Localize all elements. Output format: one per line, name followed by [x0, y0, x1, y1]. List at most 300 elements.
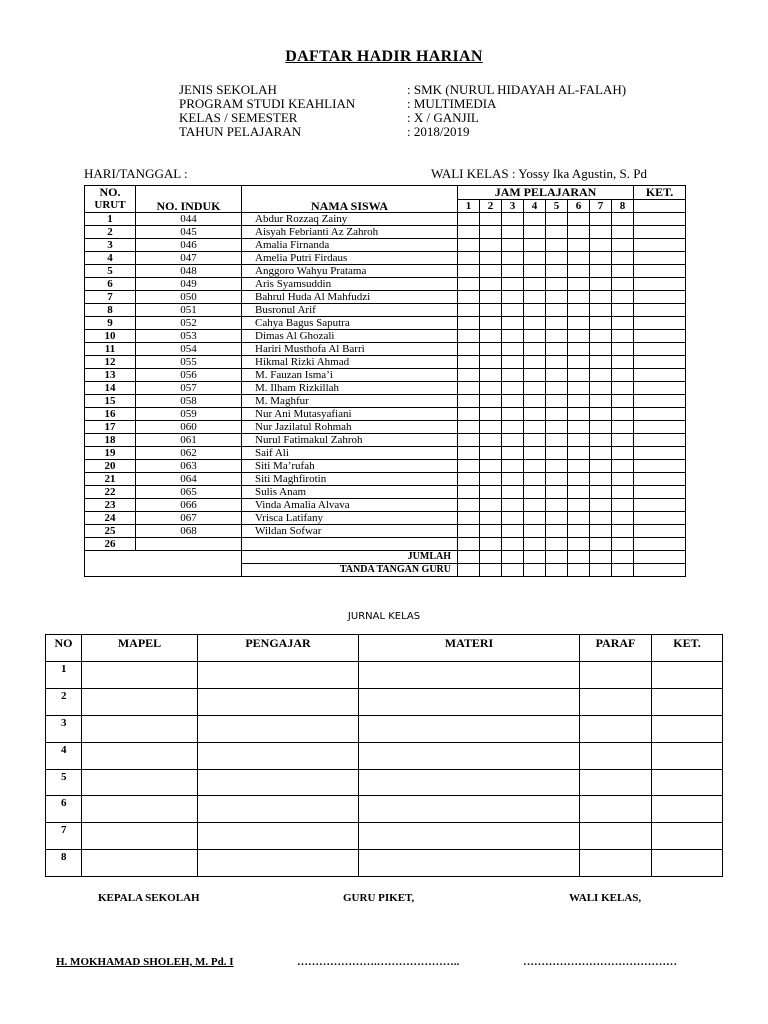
ket-cell[interactable] — [634, 252, 686, 265]
jurnal-cell[interactable] — [198, 823, 359, 850]
jurnal-cell[interactable] — [652, 688, 723, 715]
ket-cell[interactable] — [634, 408, 686, 421]
attendance-cell[interactable] — [458, 447, 480, 460]
attendance-cell[interactable] — [524, 330, 546, 343]
attendance-cell[interactable] — [502, 226, 524, 239]
attendance-cell[interactable] — [546, 473, 568, 486]
attendance-cell[interactable] — [502, 278, 524, 291]
attendance-cell[interactable] — [480, 408, 502, 421]
attendance-cell[interactable] — [568, 213, 590, 226]
ket-cell[interactable] — [634, 512, 686, 525]
attendance-cell[interactable] — [480, 317, 502, 330]
attendance-cell[interactable] — [612, 421, 634, 434]
attendance-cell[interactable] — [458, 395, 480, 408]
attendance-cell[interactable] — [590, 486, 612, 499]
attendance-cell[interactable] — [524, 512, 546, 525]
jurnal-cell[interactable] — [359, 715, 580, 742]
attendance-cell[interactable] — [502, 538, 524, 551]
attendance-cell[interactable] — [480, 486, 502, 499]
jurnal-cell[interactable] — [652, 850, 723, 877]
attendance-cell[interactable] — [458, 239, 480, 252]
attendance-cell[interactable] — [612, 499, 634, 512]
attendance-cell[interactable] — [480, 499, 502, 512]
attendance-cell[interactable] — [590, 226, 612, 239]
attendance-cell[interactable] — [568, 382, 590, 395]
summary-cell[interactable] — [612, 551, 634, 564]
attendance-cell[interactable] — [524, 304, 546, 317]
attendance-cell[interactable] — [568, 421, 590, 434]
attendance-cell[interactable] — [502, 369, 524, 382]
attendance-cell[interactable] — [612, 434, 634, 447]
jurnal-cell[interactable] — [82, 769, 198, 796]
attendance-cell[interactable] — [546, 447, 568, 460]
attendance-cell[interactable] — [546, 538, 568, 551]
ket-cell[interactable] — [634, 330, 686, 343]
attendance-cell[interactable] — [502, 434, 524, 447]
attendance-cell[interactable] — [612, 395, 634, 408]
attendance-cell[interactable] — [546, 434, 568, 447]
attendance-cell[interactable] — [480, 226, 502, 239]
attendance-cell[interactable] — [480, 369, 502, 382]
jurnal-cell[interactable] — [652, 823, 723, 850]
jurnal-header-pengajar: PENGAJAR — [198, 635, 359, 662]
attendance-cell[interactable] — [480, 343, 502, 356]
ket-cell[interactable] — [634, 265, 686, 278]
attendance-cell[interactable] — [568, 525, 590, 538]
ket-cell[interactable] — [634, 317, 686, 330]
jurnal-cell[interactable] — [359, 796, 580, 823]
attendance-cell[interactable] — [524, 473, 546, 486]
jurnal-cell[interactable] — [580, 850, 652, 877]
jumlah-row — [85, 551, 686, 564]
ket-cell[interactable] — [634, 291, 686, 304]
summary-cell[interactable] — [612, 564, 634, 577]
attendance-cell[interactable] — [502, 382, 524, 395]
attendance-cell[interactable] — [480, 512, 502, 525]
attendance-cell[interactable] — [568, 356, 590, 369]
jurnal-cell[interactable] — [652, 715, 723, 742]
attendance-cell[interactable] — [568, 369, 590, 382]
attendance-cell[interactable] — [590, 356, 612, 369]
attendance-cell[interactable] — [458, 512, 480, 525]
attendance-cell[interactable] — [568, 304, 590, 317]
attendance-cell[interactable] — [524, 317, 546, 330]
attendance-cell[interactable] — [480, 304, 502, 317]
attendance-cell[interactable] — [590, 421, 612, 434]
attendance-cell[interactable] — [590, 213, 612, 226]
attendance-cell[interactable] — [458, 317, 480, 330]
ket-cell[interactable] — [634, 278, 686, 291]
ket-cell[interactable] — [634, 382, 686, 395]
jurnal-cell[interactable] — [198, 796, 359, 823]
attendance-cell[interactable] — [546, 265, 568, 278]
attendance-cell[interactable] — [524, 343, 546, 356]
attendance-cell[interactable] — [524, 421, 546, 434]
attendance-cell[interactable] — [568, 317, 590, 330]
ket-cell[interactable] — [634, 343, 686, 356]
attendance-cell[interactable] — [546, 239, 568, 252]
attendance-cell[interactable] — [612, 226, 634, 239]
attendance-cell[interactable] — [590, 434, 612, 447]
attendance-cell[interactable] — [502, 499, 524, 512]
jurnal-cell[interactable] — [580, 688, 652, 715]
attendance-cell[interactable] — [612, 291, 634, 304]
ket-cell[interactable] — [634, 525, 686, 538]
attendance-cell[interactable] — [546, 213, 568, 226]
ket-cell[interactable] — [634, 395, 686, 408]
attendance-cell[interactable] — [458, 382, 480, 395]
attendance-cell[interactable] — [590, 512, 612, 525]
ket-cell[interactable] — [634, 421, 686, 434]
attendance-cell[interactable] — [546, 356, 568, 369]
attendance-cell[interactable] — [568, 408, 590, 421]
attendance-cell[interactable] — [524, 356, 546, 369]
jurnal-cell[interactable] — [198, 662, 359, 689]
attendance-cell[interactable] — [590, 304, 612, 317]
jurnal-cell[interactable] — [580, 769, 652, 796]
jurnal-cell[interactable] — [359, 850, 580, 877]
attendance-cell[interactable] — [502, 408, 524, 421]
attendance-cell[interactable] — [502, 525, 524, 538]
attendance-cell[interactable] — [524, 382, 546, 395]
ket-cell[interactable] — [634, 434, 686, 447]
attendance-cell[interactable] — [458, 330, 480, 343]
attendance-cell[interactable] — [612, 408, 634, 421]
attendance-cell[interactable] — [502, 291, 524, 304]
attendance-cell[interactable] — [568, 226, 590, 239]
attendance-cell[interactable] — [612, 382, 634, 395]
attendance-cell[interactable] — [524, 408, 546, 421]
jurnal-cell[interactable] — [82, 688, 198, 715]
ket-cell[interactable] — [634, 239, 686, 252]
summary-cell[interactable] — [502, 551, 524, 564]
attendance-cell[interactable] — [612, 330, 634, 343]
attendance-cell[interactable] — [524, 291, 546, 304]
attendance-cell[interactable] — [524, 265, 546, 278]
table-row — [85, 213, 686, 226]
jurnal-cell[interactable] — [652, 769, 723, 796]
jurnal-cell[interactable] — [198, 742, 359, 769]
attendance-cell[interactable] — [458, 369, 480, 382]
attendance-cell[interactable] — [568, 265, 590, 278]
summary-cell[interactable] — [524, 551, 546, 564]
attendance-cell[interactable] — [568, 434, 590, 447]
attendance-cell[interactable] — [612, 473, 634, 486]
attendance-cell[interactable] — [458, 473, 480, 486]
header-jam-5: 5 — [546, 199, 568, 213]
attendance-cell[interactable] — [458, 265, 480, 278]
attendance-cell[interactable] — [502, 265, 524, 278]
attendance-cell[interactable] — [590, 447, 612, 460]
attendance-cell[interactable] — [524, 486, 546, 499]
attendance-cell[interactable] — [546, 525, 568, 538]
summary-cell[interactable] — [568, 564, 590, 577]
ket-cell[interactable] — [634, 226, 686, 239]
attendance-cell[interactable] — [480, 447, 502, 460]
jurnal-cell[interactable] — [580, 715, 652, 742]
attendance-cell[interactable] — [524, 434, 546, 447]
attendance-cell[interactable] — [502, 343, 524, 356]
attendance-cell[interactable] — [612, 278, 634, 291]
attendance-cell[interactable] — [590, 291, 612, 304]
attendance-cell[interactable] — [480, 434, 502, 447]
attendance-cell[interactable] — [524, 460, 546, 473]
attendance-cell[interactable] — [546, 304, 568, 317]
summary-cell[interactable] — [568, 551, 590, 564]
attendance-cell[interactable] — [524, 226, 546, 239]
jurnal-cell[interactable] — [652, 662, 723, 689]
jurnal-cell[interactable] — [359, 769, 580, 796]
attendance-cell[interactable] — [524, 499, 546, 512]
summary-cell[interactable] — [546, 564, 568, 577]
attendance-cell[interactable] — [502, 512, 524, 525]
attendance-cell[interactable] — [480, 460, 502, 473]
jurnal-cell[interactable] — [198, 769, 359, 796]
attendance-cell[interactable] — [546, 291, 568, 304]
attendance-cell[interactable] — [546, 343, 568, 356]
summary-cell[interactable] — [480, 564, 502, 577]
attendance-cell[interactable] — [612, 356, 634, 369]
attendance-cell[interactable] — [502, 304, 524, 317]
attendance-cell[interactable] — [458, 291, 480, 304]
attendance-cell[interactable] — [590, 252, 612, 265]
jurnal-row-no: 6 — [46, 796, 82, 823]
attendance-cell[interactable] — [612, 317, 634, 330]
ket-cell[interactable] — [634, 499, 686, 512]
row-nama: Aisyah Febrianti Az Zahroh — [242, 226, 458, 239]
jurnal-cell[interactable] — [82, 796, 198, 823]
attendance-cell[interactable] — [524, 525, 546, 538]
summary-cell[interactable] — [590, 564, 612, 577]
attendance-cell[interactable] — [502, 356, 524, 369]
attendance-cell[interactable] — [612, 486, 634, 499]
attendance-cell[interactable] — [568, 447, 590, 460]
attendance-cell[interactable] — [568, 512, 590, 525]
ket-cell[interactable] — [634, 356, 686, 369]
attendance-cell[interactable] — [458, 460, 480, 473]
attendance-cell[interactable] — [480, 239, 502, 252]
attendance-cell[interactable] — [458, 434, 480, 447]
attendance-cell[interactable] — [546, 369, 568, 382]
jurnal-cell[interactable] — [82, 850, 198, 877]
attendance-cell[interactable] — [546, 395, 568, 408]
attendance-cell[interactable] — [590, 525, 612, 538]
jurnal-cell[interactable] — [359, 662, 580, 689]
attendance-cell[interactable] — [458, 356, 480, 369]
attendance-cell[interactable] — [458, 252, 480, 265]
attendance-cell[interactable] — [458, 499, 480, 512]
ket-cell[interactable] — [634, 447, 686, 460]
ket-cell[interactable] — [634, 369, 686, 382]
ket-cell[interactable] — [634, 486, 686, 499]
attendance-cell[interactable] — [546, 408, 568, 421]
attendance-cell[interactable] — [612, 343, 634, 356]
attendance-cell[interactable] — [568, 252, 590, 265]
attendance-cell[interactable] — [590, 317, 612, 330]
ket-cell[interactable] — [634, 538, 686, 551]
ket-cell[interactable] — [634, 460, 686, 473]
jurnal-cell[interactable] — [580, 742, 652, 769]
attendance-cell[interactable] — [458, 304, 480, 317]
summary-cell[interactable] — [458, 564, 480, 577]
attendance-cell[interactable] — [524, 213, 546, 226]
attendance-cell[interactable] — [590, 473, 612, 486]
attendance-cell[interactable] — [612, 512, 634, 525]
attendance-cell[interactable] — [612, 447, 634, 460]
attendance-cell[interactable] — [480, 356, 502, 369]
attendance-cell[interactable] — [524, 538, 546, 551]
attendance-cell[interactable] — [568, 278, 590, 291]
attendance-cell[interactable] — [524, 278, 546, 291]
attendance-cell[interactable] — [502, 486, 524, 499]
row-no-induk: 051 — [136, 304, 242, 317]
attendance-cell[interactable] — [502, 213, 524, 226]
attendance-cell[interactable] — [546, 382, 568, 395]
attendance-cell[interactable] — [524, 369, 546, 382]
attendance-cell[interactable] — [612, 252, 634, 265]
summary-cell[interactable] — [546, 551, 568, 564]
summary-cell[interactable] — [480, 551, 502, 564]
attendance-cell[interactable] — [546, 330, 568, 343]
attendance-cell[interactable] — [524, 252, 546, 265]
attendance-cell[interactable] — [590, 278, 612, 291]
attendance-cell[interactable] — [546, 486, 568, 499]
attendance-cell[interactable] — [590, 239, 612, 252]
ket-cell[interactable] — [634, 213, 686, 226]
jurnal-cell[interactable] — [198, 688, 359, 715]
ket-cell[interactable] — [634, 304, 686, 317]
summary-ket-cell[interactable] — [634, 564, 686, 577]
attendance-cell[interactable] — [568, 538, 590, 551]
attendance-cell[interactable] — [480, 538, 502, 551]
jurnal-cell[interactable] — [580, 796, 652, 823]
attendance-cell[interactable] — [458, 421, 480, 434]
ket-cell[interactable] — [634, 473, 686, 486]
summary-cell[interactable] — [502, 564, 524, 577]
attendance-cell[interactable] — [480, 473, 502, 486]
jurnal-cell[interactable] — [359, 742, 580, 769]
attendance-cell[interactable] — [480, 421, 502, 434]
attendance-cell[interactable] — [590, 460, 612, 473]
attendance-cell[interactable] — [568, 460, 590, 473]
jurnal-cell[interactable] — [82, 823, 198, 850]
attendance-cell[interactable] — [480, 525, 502, 538]
attendance-cell[interactable] — [546, 278, 568, 291]
jurnal-cell[interactable] — [580, 662, 652, 689]
attendance-cell[interactable] — [590, 369, 612, 382]
attendance-cell[interactable] — [612, 239, 634, 252]
attendance-cell[interactable] — [546, 226, 568, 239]
jurnal-cell[interactable] — [198, 850, 359, 877]
attendance-cell[interactable] — [458, 538, 480, 551]
attendance-cell[interactable] — [480, 382, 502, 395]
attendance-cell[interactable] — [568, 291, 590, 304]
attendance-cell[interactable] — [480, 265, 502, 278]
attendance-cell[interactable] — [612, 369, 634, 382]
attendance-cell[interactable] — [458, 213, 480, 226]
attendance-cell[interactable] — [590, 330, 612, 343]
attendance-cell[interactable] — [612, 304, 634, 317]
jurnal-cell[interactable] — [82, 662, 198, 689]
attendance-cell[interactable] — [590, 395, 612, 408]
attendance-cell[interactable] — [568, 239, 590, 252]
attendance-cell[interactable] — [458, 226, 480, 239]
attendance-cell[interactable] — [590, 343, 612, 356]
attendance-cell[interactable] — [590, 382, 612, 395]
attendance-cell[interactable] — [612, 460, 634, 473]
jurnal-cell[interactable] — [82, 715, 198, 742]
jurnal-cell[interactable] — [198, 715, 359, 742]
attendance-cell[interactable] — [590, 499, 612, 512]
attendance-cell[interactable] — [612, 525, 634, 538]
summary-cell[interactable] — [524, 564, 546, 577]
attendance-cell[interactable] — [546, 460, 568, 473]
attendance-cell[interactable] — [480, 213, 502, 226]
attendance-cell[interactable] — [502, 473, 524, 486]
attendance-cell[interactable] — [502, 460, 524, 473]
jurnal-cell[interactable] — [652, 796, 723, 823]
attendance-cell[interactable] — [568, 330, 590, 343]
summary-cell[interactable] — [458, 551, 480, 564]
jurnal-cell[interactable] — [359, 823, 580, 850]
attendance-cell[interactable] — [612, 265, 634, 278]
attendance-cell[interactable] — [458, 343, 480, 356]
attendance-cell[interactable] — [568, 499, 590, 512]
attendance-cell[interactable] — [480, 395, 502, 408]
attendance-cell[interactable] — [502, 252, 524, 265]
attendance-cell[interactable] — [612, 538, 634, 551]
summary-cell[interactable] — [590, 551, 612, 564]
attendance-cell[interactable] — [546, 421, 568, 434]
attendance-cell[interactable] — [458, 408, 480, 421]
attendance-cell[interactable] — [546, 512, 568, 525]
attendance-cell[interactable] — [568, 395, 590, 408]
attendance-cell[interactable] — [502, 239, 524, 252]
jurnal-row-no: 2 — [46, 688, 82, 715]
attendance-cell[interactable] — [524, 395, 546, 408]
jurnal-cell[interactable] — [359, 688, 580, 715]
attendance-cell[interactable] — [480, 278, 502, 291]
attendance-cell[interactable] — [458, 525, 480, 538]
attendance-cell[interactable] — [612, 213, 634, 226]
attendance-cell[interactable] — [546, 252, 568, 265]
attendance-cell[interactable] — [524, 239, 546, 252]
attendance-cell[interactable] — [458, 486, 480, 499]
jurnal-cell[interactable] — [652, 742, 723, 769]
attendance-cell[interactable] — [590, 265, 612, 278]
jurnal-cell[interactable] — [82, 742, 198, 769]
attendance-cell[interactable] — [524, 447, 546, 460]
attendance-cell[interactable] — [568, 343, 590, 356]
attendance-cell[interactable] — [458, 278, 480, 291]
attendance-cell[interactable] — [480, 291, 502, 304]
attendance-cell[interactable] — [546, 317, 568, 330]
attendance-cell[interactable] — [502, 317, 524, 330]
attendance-cell[interactable] — [568, 486, 590, 499]
attendance-cell[interactable] — [546, 499, 568, 512]
attendance-cell[interactable] — [590, 538, 612, 551]
attendance-cell[interactable] — [568, 473, 590, 486]
attendance-cell[interactable] — [502, 447, 524, 460]
attendance-cell[interactable] — [590, 408, 612, 421]
attendance-cell[interactable] — [502, 421, 524, 434]
summary-ket-cell[interactable] — [634, 551, 686, 564]
attendance-cell[interactable] — [502, 395, 524, 408]
attendance-cell[interactable] — [480, 330, 502, 343]
jurnal-cell[interactable] — [580, 823, 652, 850]
attendance-cell[interactable] — [480, 252, 502, 265]
attendance-cell[interactable] — [502, 330, 524, 343]
